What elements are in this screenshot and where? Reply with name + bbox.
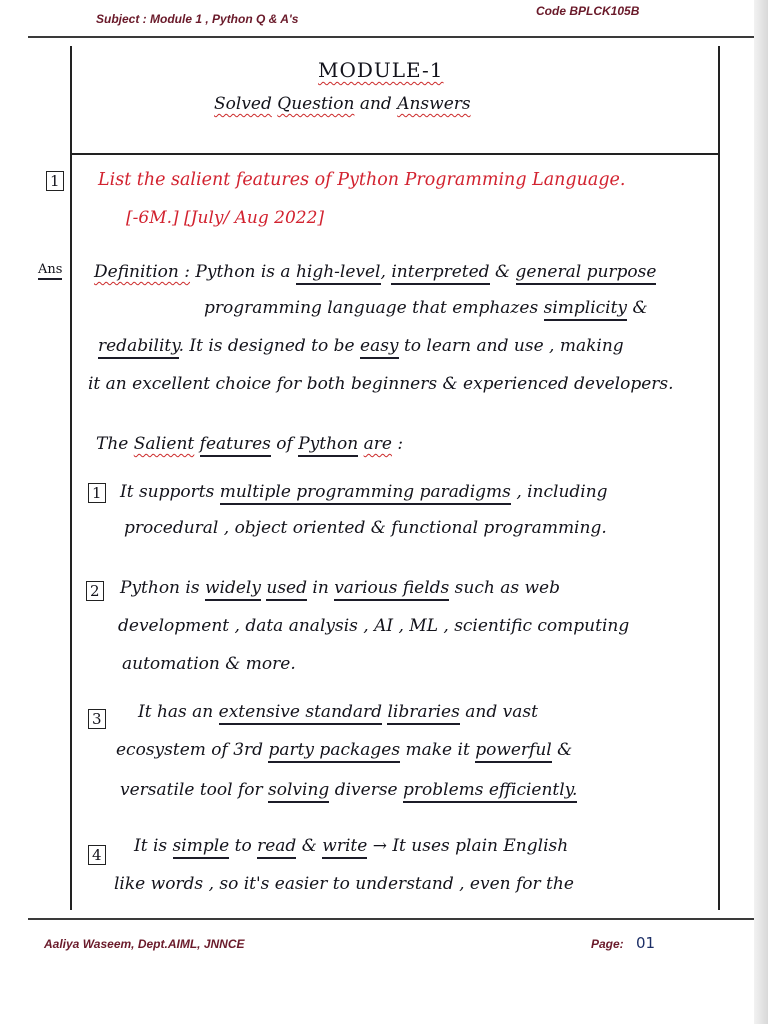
point-text: to [234,836,252,856]
point-text: It has an [138,702,214,722]
emphasis-paradigms: multiple programming paradigms [220,482,511,505]
heading-python: Python [298,434,358,457]
definition-text: , [380,262,386,282]
emphasis-libraries: libraries [387,702,459,725]
definition-text: Python is a [195,262,291,282]
point-text: It uses plain English [392,836,569,856]
point-text: It is [134,836,168,856]
course-code: Code BPLCK105B [536,4,640,18]
title-subtitle [214,94,471,114]
emphasis-problems-efficiently: problems efficiently. [403,780,577,803]
definition-text: & [494,262,511,282]
point-4-number: 4 [88,845,106,865]
emphasis-various-fields: various fields [334,578,449,601]
point-text: versatile tool for [120,780,263,800]
point-1-number: 1 [88,483,106,503]
heading-are: are [363,434,392,454]
point-1-line-2: procedural , object oriented & functional programming. [124,518,607,538]
emphasis-widely: widely [205,578,261,601]
heading-features: features [200,434,271,457]
point-3-line-2 [116,740,572,760]
emphasis-party-packages: party packages [268,740,400,763]
point-4-line-1 [134,836,568,856]
point-text: , including [516,482,608,502]
title-and: and [359,94,392,114]
definition-line-3 [98,336,624,356]
emphasis-high-level: high-level [296,262,381,285]
point-2-number: 2 [86,581,104,601]
point-text: Python is [120,578,200,598]
point-text: make it [405,740,470,760]
point-text: & [557,740,573,760]
footer-page-label: Page: [591,937,624,951]
definition-label: Definition : [94,262,190,282]
point-text: It supports [120,482,215,502]
point-text: diverse [334,780,398,800]
emphasis-redability: redability [98,336,179,359]
emphasis-read: read [257,836,296,859]
title-divider [70,153,718,155]
emphasis-solving: solving [268,780,329,803]
definition-text: & [632,298,648,318]
point-3-line-3 [120,780,577,800]
footer-author: Aaliya Waseem, Dept.AIML, JNNCE [44,937,245,951]
definition-line-2 [204,298,648,318]
emphasis-interpreted: interpreted [391,262,489,285]
question-exam: [July/ Aug 2022] [184,208,325,228]
heading-text: The [96,434,129,454]
definition-text: to learn and use , making [403,336,624,356]
heading-text: of [276,434,293,454]
point-2-line-1 [120,578,560,598]
heading-text: : [397,434,404,454]
point-4-line-2: like words , so it's easier to understand , even for the [114,874,574,894]
definition-text: programming language that emphazes [204,298,539,318]
footer-page-number: 01 [636,934,656,952]
emphasis-write: write [322,836,367,859]
point-1-line-1 [120,482,608,502]
question-meta [126,208,324,228]
title-question: Question [277,94,355,114]
emphasis-extensive-standard: extensive standard [219,702,382,725]
top-rule [28,36,754,38]
definition-text: . It is designed to be [178,336,355,356]
question-number: 1 [46,171,64,191]
emphasis-easy: easy [360,336,399,359]
point-text: and vast [465,702,538,722]
question-text: List the salient features of Python Programming Language. [98,170,626,190]
point-text: & [301,836,317,856]
answer-label: Ans [38,262,62,280]
point-2-line-2: development , data analysis , AI , ML , scientific computing [118,616,630,636]
point-2-line-3: automation & more. [122,654,296,674]
title-answers: Answers [397,94,471,114]
emphasis-powerful: powerful [475,740,552,763]
point-3-number: 3 [88,709,106,729]
emphasis-simplicity: simplicity [544,298,627,321]
features-heading [96,434,403,454]
question-marks: [-6M.] [126,208,179,228]
title-solved: Solved [214,94,272,114]
point-text: such as web [454,578,560,598]
arrow-icon: → [372,836,387,856]
definition-line-4: it an excellent choice for both beginners & experienced developers. [88,374,674,394]
point-text: in [312,578,329,598]
point-3-line-1 [138,702,538,722]
emphasis-general-purpose: general purpose [516,262,657,285]
heading-salient: Salient [133,434,195,454]
bottom-rule [28,918,754,920]
emphasis-used: used [266,578,307,601]
module-title: MODULE-1 [318,58,444,82]
emphasis-simple: simple [173,836,230,859]
point-text: ecosystem of 3rd [116,740,264,760]
definition-line-1 [94,262,656,282]
page-edge-shadow [754,0,768,1024]
subject-header: Subject : Module 1 , Python Q & A's [96,12,299,26]
